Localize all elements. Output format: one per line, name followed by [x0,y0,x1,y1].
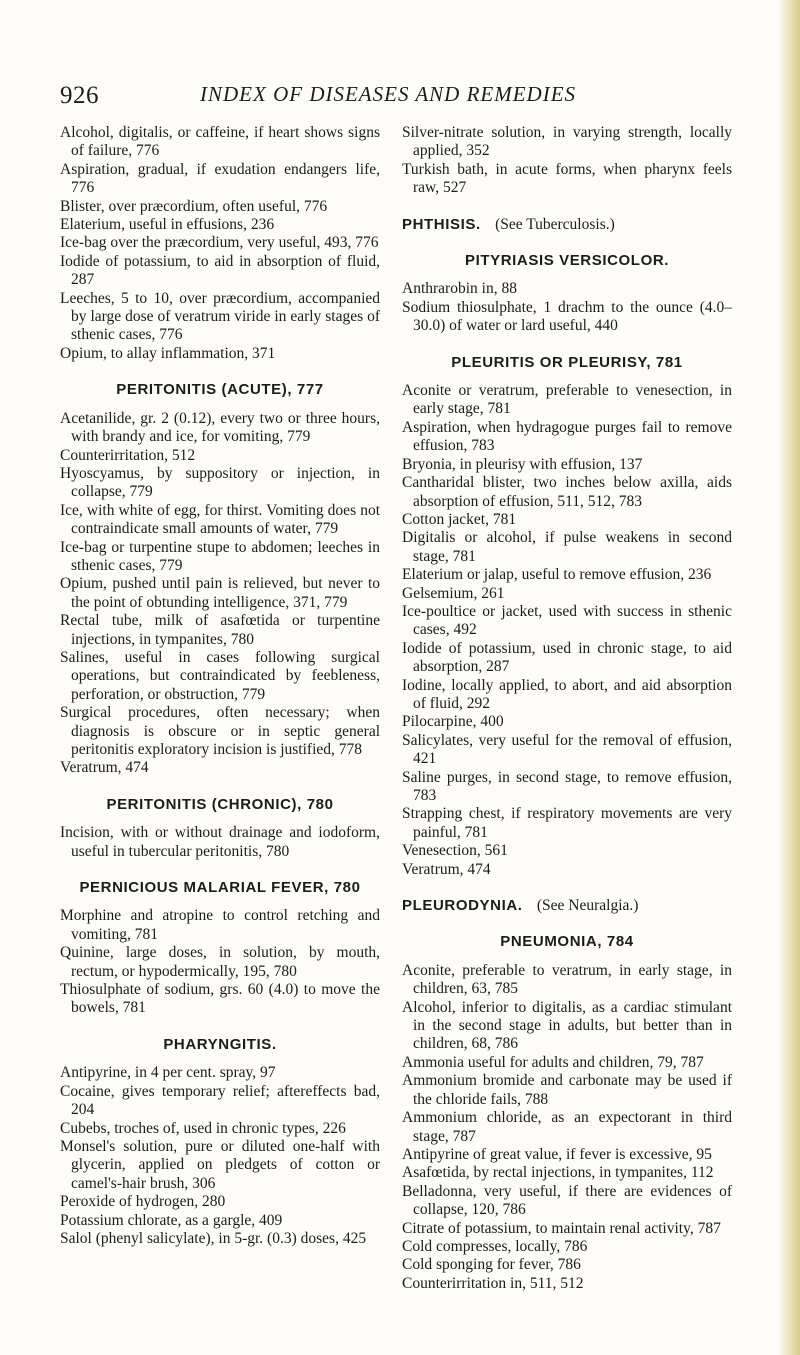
section-heading [402,933,732,951]
heading-page-ref: 780 [333,879,361,897]
index-entry: Opium, pushed until pain is relieved, but never to the point of obtunding intelligence, 371, 779 [60,575,380,611]
index-entry: Strapping chest, if respiratory movements are very painful, 781 [402,805,732,841]
index-entry: Bryonia, in pleurisy with effusion, 137 [402,455,643,473]
index-entry: Turkish bath, in acute forms, when pharynx feels raw, 527 [402,160,732,197]
index-entry: Ammonium bromide and carbonate may be used if the chloride fails, 788 [402,1072,732,1108]
heading-title: PERNICIOUS MALARIAL FEVER, [79,879,329,897]
index-entry: Ammonia useful for adults and children, 79, 787 [402,1053,704,1071]
index-entry: Cotton jacket, 781 [402,510,517,528]
index-entry: Rectal tube, milk of asafœtida or turpentine injections, in tympanites, 780 [60,612,380,648]
heading-title: PNEUMONIA, [500,933,603,951]
index-entry: Counterirritation, 512 [60,446,196,464]
page-number: 926 [60,82,99,109]
index-entry: Cold sponging for fever, 786 [402,1256,581,1274]
index-entry: Veratrum, 474 [402,860,491,878]
index-entry: Opium, to allay inflammation, 371 [60,344,276,362]
index-entry: Alcohol, inferior to digitalis, as a cardiac stimulant in the second stage in adults, but better than in children, 68, 786 [402,998,732,1053]
index-entry: Digitalis or alcohol, if pulse weakens in second stage, 781 [402,529,732,565]
index-entry: Cubebs, troches of, used in chronic types, 226 [60,1119,346,1137]
index-entry: Aconite, preferable to veratrum, in early stage, in children, 63, 785 [402,961,732,998]
index-entry: Cold compresses, locally, 786 [402,1237,588,1255]
index-entry: Salicylates, very useful for the removal of effusion, 421 [402,731,732,768]
heading-title: PLEURITIS OR PLEURISY, [451,353,652,371]
index-entry: Citrate of potassium, to maintain renal activity, 787 [402,1219,721,1237]
heading-page-ref: 784 [606,933,634,951]
left-column [60,124,380,1248]
heading-title: PERITONITIS (ACUTE), [116,381,293,399]
index-entry: Cocaine, gives temporary relief; aftereffects bad, 204 [60,1082,380,1119]
index-entry: Morphine and atropine to control retching and vomiting, 781 [60,907,380,943]
index-entry: Thiosulphate of sodium, grs. 60 (4.0) to move the bowels, 781 [60,981,380,1017]
section-heading [60,879,380,897]
index-entry: Alcohol, digitalis, or caffeine, if heart shows signs of failure, 776 [60,124,380,160]
index-entry: Aspiration, when hydragogue purges fail to remove effusion, 783 [402,418,732,455]
index-entry: Surgical procedures, often necessary; when diagnosis is obscure or in septic general peritonitis exploratory incision is justified, 778 [60,704,380,758]
section-heading [60,381,380,399]
section-heading [402,897,732,915]
running-head: INDEX OF DISEASES AND REMEDIES [200,82,577,106]
index-entry: Iodide of potassium, to aid in absorption of fluid, 287 [60,252,380,289]
index-entry: Gelsemium, 261 [402,584,505,602]
index-entry: Blister, over præcordium, often useful, 776 [60,197,328,215]
index-entry: Antipyrine, in 4 per cent. spray, 97 [60,1064,276,1082]
index-entry: Salol (phenyl salicylate), in 5-gr. (0.3) doses, 425 [60,1229,367,1247]
index-entry: Saline purges, in second stage, to remove effusion, 783 [402,768,732,804]
index-entry: Elaterium, useful in effusions, 236 [60,216,275,234]
section-heading [402,354,732,372]
index-entry: Incision, with or without drainage and iodoform, useful in tubercular peritonitis, 780 [60,824,380,860]
index-entry: Aconite or veratrum, preferable to venesection, in early stage, 781 [402,382,732,418]
index-entry: Salines, useful in cases following surgical operations, but contraindicated by feebleness, perforation, or obstruction, 779 [60,648,380,703]
index-entry: Aspiration, gradual, if exudation endangers life, 776 [60,160,380,197]
index-entry: Ice-poultice or jacket, used with success in sthenic cases, 492 [402,602,732,639]
index-entry: Elaterium or jalap, useful to remove effusion, 236 [402,566,712,584]
index-entry: Ammonium chloride, as an expectorant in third stage, 787 [402,1109,732,1145]
index-entry: Acetanilide, gr. 2 (0.12), every two or three hours, with brandy and ice, for vomiting, 779 [60,409,380,446]
index-entry: Sodium thiosulphate, 1 drachm to the ounce (4.0–30.0) of water or lard useful, 440 [402,298,732,335]
index-entry: Ice-bag over the præcordium, very useful, 493, 776 [60,234,379,252]
page-header [60,82,760,116]
index-entry: Cantharidal blister, two inches below axilla, aids absorption of effusion, 511, 512, 783 [402,474,732,510]
index-entry: Pilocarpine, 400 [402,713,504,731]
index-entry: Ice, with white of egg, for thirst. Vomiting does not contraindicate small amounts of water, 779 [60,501,380,538]
right-column [402,124,732,1293]
heading-page-ref: 780 [306,795,334,813]
index-entry: Quinine, large doses, in solution, by mouth, rectum, or hypodermically, 195, 780 [60,944,380,980]
heading-title: PLEURODYNIA. [402,897,523,915]
heading-title: PERITONITIS (CHRONIC), [106,795,302,813]
heading-title: PHTHISIS. [402,215,481,233]
index-entry: Leeches, 5 to 10, over præcordium, accompanied by large dose of veratrum viride in early stages of sthenic cases, 776 [60,289,380,344]
index-entry: Belladonna, very useful, if there are evidences of collapse, 120, 786 [402,1182,732,1219]
index-entry: Peroxide of hydrogen, 280 [60,1193,226,1211]
page-edge-shadow [778,0,800,1355]
index-entry: Silver-nitrate solution, in varying strength, locally applied, 352 [402,124,732,160]
index-entry: Ice-bag or turpentine stupe to abdomen; leeches in sthenic cases, 779 [60,538,380,574]
section-heading [60,796,380,814]
cross-reference: (See Tuberculosis.) [495,215,615,233]
index-entry: Asafœtida, by rectal injections, in tympanites, 112 [402,1164,714,1182]
index-entry: Potassium chlorate, as a gargle, 409 [60,1211,283,1229]
index-entry: Anthrarobin in, 88 [402,280,517,298]
index-entry: Counterirritation in, 511, 512 [402,1274,584,1292]
heading-page-ref: 781 [655,353,683,371]
cross-reference: (See Neuralgia.) [536,897,639,915]
index-entry: Venesection, 561 [402,842,508,860]
index-entry: Antipyrine of great value, if fever is excessive, 95 [402,1145,712,1163]
index-entry: Hyoscyamus, by suppository or injection, in collapse, 779 [60,464,380,501]
index-entry: Iodine, locally applied, to abort, and aid absorption of fluid, 292 [402,676,732,712]
section-heading [402,252,732,270]
index-entry: Monsel's solution, pure or diluted one-half with glycerin, applied on pledgets of cotton or camel's-hair brush, 306 [60,1137,380,1192]
heading-page-ref: 777 [296,381,324,399]
index-entry: Iodide of potassium, used in chronic stage, to aid absorption, 287 [402,639,732,676]
section-heading [60,1036,380,1054]
index-entry: Veratrum, 474 [60,759,149,777]
heading-title: PHARYNGITIS. [163,1035,277,1053]
section-heading [402,216,732,234]
heading-title: PITYRIASIS VERSICOLOR. [464,252,670,270]
